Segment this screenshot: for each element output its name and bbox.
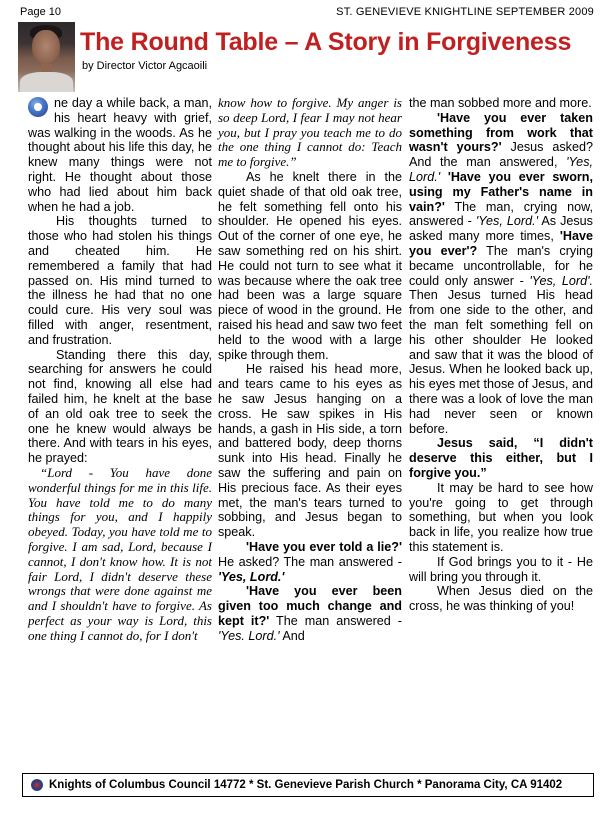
- question-more-before: As Jesus asked many more times,: [409, 214, 593, 244]
- page-number: Page 10: [20, 6, 61, 18]
- paragraph-3: Standing there this day, searching for answers he could not find, knowing all else had failed him, he knelt at the base of an old oak tree to seek the one he knew would always be there. And with tears in his eyes, he prayed:: [28, 347, 212, 466]
- question-change-text: 'Have you ever been given too much change and kept it?': [218, 584, 402, 628]
- article-column-1: [28, 96, 212, 643]
- prayer-continued: know how to forgive. My anger is so deep Lord, I fear I may not hear you, but I pray you teach me to do the one thing I cannot do: Teach me to forgive.”: [218, 95, 402, 170]
- question-more-text: 'Have you ever'?: [409, 229, 593, 258]
- question-work-text: 'Have you ever taken something from work that wasn't yours?': [409, 110, 593, 155]
- paragraph-continued: the man sobbed more and more.: [409, 96, 592, 110]
- author-photo-face: [32, 30, 60, 66]
- question-change-after: The man answered -: [269, 613, 402, 628]
- question-lie: [218, 540, 402, 584]
- question-sworn-text: 'Have you ever sworn, using my Father's name in vain?': [409, 169, 593, 214]
- paragraph-6-rest: Then Jesus turned His head from one side to the other, and the man felt something fell on his other shoulder He looked and saw that it was the blood of Jesus. When he looked back up, his eyes met those of Jesus, and there was a look of love the man had never seen or known before.: [409, 288, 593, 436]
- question-lie-after: He asked? The man answered -: [218, 554, 402, 569]
- paragraph-9: When Jesus died on the cross, he was thinking of you!: [409, 584, 593, 614]
- answer-lie: 'Yes, Lord.': [218, 569, 285, 584]
- jesus-said: Jesus said, “I didn't deserve this either, but I forgive you.”: [409, 436, 593, 480]
- footer-text: Knights of Columbus Council 14772 * St. Genevieve Parish Church * Panorama City, CA 91402: [49, 779, 563, 791]
- paragraph-1: [28, 96, 212, 214]
- question-change-end: And: [279, 628, 305, 643]
- question-sworn-after: The man, crying now, answered -: [409, 199, 593, 229]
- paragraph-5: He raised his head more, and tears came to his eyes as he saw Jesus hanging on a cross. He saw spikes in His hands, a gash in His side, a torn and battered body, deep thorns sunk into His head. Finally he saw the suffering and pain on His precious face. As their eyes met, the man's tears turned to sobbing, and Jesus began to speak.: [218, 362, 402, 540]
- question-work-after: Jesus asked? And the man answered,: [409, 140, 593, 170]
- paragraph-7: It may be hard to see how you're going to get through something, but when you look back in life, you realize how true this statement is.: [409, 480, 593, 554]
- article-column-3: [409, 96, 593, 614]
- author-photo: [18, 22, 75, 92]
- article-title: The Round Table – A Story in Forgiveness: [80, 28, 572, 56]
- answer-sworn: 'Yes, Lord.': [475, 214, 538, 229]
- dropcap-o-icon: [28, 97, 48, 117]
- question-lie-text: 'Have you ever told a lie?': [246, 539, 402, 554]
- knights-of-columbus-emblem-icon: [31, 779, 43, 791]
- author-photo-shirt: [20, 72, 73, 92]
- question-change: [218, 584, 402, 643]
- paragraph-1-text: ne day a while back, a man, his heart heavy with grief, was walking in the woods. As he thought about his life this day, he knew many things were not right. He thought about those who had lied about him back when he had a job.: [28, 96, 212, 214]
- question-more-after: The man's crying became uncontrollable, for he could only answer -: [409, 243, 594, 288]
- publication-header: ST. GENEVIEVE KNIGHTLINE SEPTEMBER 2009: [336, 6, 594, 18]
- answer-change: 'Yes. Lord.': [218, 628, 280, 643]
- paragraph-4: As he knelt there in the quiet shade of that old oak tree, he felt something fell onto his shoulder. He opened his eyes. Out of the corner of one eye, he saw something red on his shirt. He could not turn to see what it was because where the oak tree had been was a large square piece of wood in the ground. He raised his head and saw two feet held to the wood with a large spike through them.: [218, 169, 402, 362]
- article-byline: by Director Victor Agcaoili: [82, 60, 208, 72]
- question-sequence: [409, 111, 593, 437]
- paragraph-2: His thoughts turned to those who had stolen his things and cheated him. He remembered a family that had passed on. His mind turned to the illness he had that no one could cure. His very soul was filled with anger, resentment, and frustration.: [28, 214, 212, 347]
- answer-work: 'Yes, Lord.': [409, 155, 593, 184]
- paragraph-8: If God brings you to it - He will bring you through it.: [409, 554, 593, 584]
- prayer-text: “Lord - You have done wonderful things for me in this life. You have told me to do many things for you, and I happily obeyed. Today, you have told me to forgive. I am sad, Lord, because I cannot, I don't know how. It is not fair Lord, I didn't deserve these wrongs that were done against me and I shouldn't have to forgive. As perfect as your way is Lord, this one thing I cannot do, for I don't: [28, 464, 212, 643]
- article-column-2: [218, 96, 402, 643]
- footer-bar: [22, 773, 594, 797]
- answer-more: 'Yes, Lord'.: [529, 273, 593, 288]
